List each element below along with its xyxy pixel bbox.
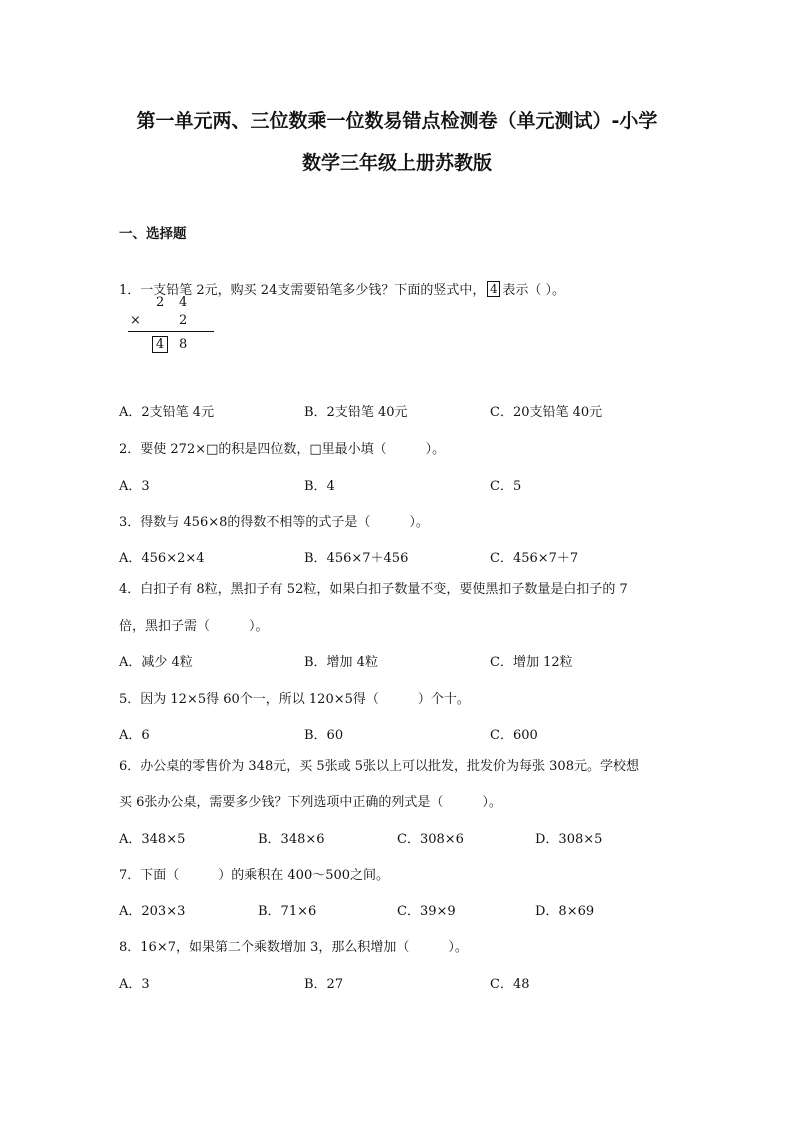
q1-option-a: A．2支铅笔 4元: [119, 405, 215, 420]
vertical-calculation: [120, 292, 220, 362]
question-6-line-1: 6．办公桌的零售价为 348元，买 5张或 5张以上可以批发，批发价为每张 308元。学校想: [119, 759, 639, 774]
q4-option-b: B．增加 4粒: [304, 655, 378, 670]
q6-option-a: A．348×5: [119, 832, 186, 847]
boxed-digit: 4: [487, 281, 500, 297]
q6-option-b: B．348×6: [258, 832, 325, 847]
question-2: 2．要使 272×□的积是四位数，□里最小填（ ）。: [119, 442, 446, 457]
q2-option-a: A．3: [119, 479, 150, 494]
question-5: 5．因为 12×5得 60个一，所以 120×5得（ ）个十。: [119, 692, 470, 707]
q1-option-b: B．2支铅笔 40元: [304, 405, 408, 420]
calc-boxed-digit: 4: [152, 336, 168, 353]
q5-option-b: B．60: [304, 728, 344, 743]
q8-option-a: A．3: [119, 977, 150, 992]
q8-option-b: B．27: [304, 977, 344, 992]
q5-option-c: C．600: [490, 728, 538, 743]
q7-option-d: D．8×69: [535, 904, 595, 919]
question-3: 3．得数与 456×8的得数不相等的式子是（ ）。: [119, 515, 429, 530]
question-4-line-2: 倍，黑扣子需（ ）。: [119, 619, 269, 634]
question-7: 7．下面（ ）的乘积在 400～500之间。: [119, 868, 390, 883]
page-title: [100, 100, 694, 184]
q7-option-b: B．71×6: [258, 904, 317, 919]
question-8: 8．16×7，如果第二个乘数增加 3，那么积增加（ ）。: [119, 940, 468, 955]
calc-top-digit-1: 2: [156, 295, 165, 310]
q2-option-c: C．5: [490, 479, 522, 494]
question-1-text: 1．一支铅笔 2元，购买 24支需要铅笔多少钱？下面的竖式中，: [119, 283, 486, 298]
q1-option-c: C．20支铅笔 40元: [490, 405, 603, 420]
calc-underline: [128, 331, 214, 332]
q4-option-a: A．减少 4粒: [119, 655, 193, 670]
calc-times-sign: ×: [130, 313, 141, 328]
question-1-text-tail: 表示（ ）。: [502, 283, 565, 298]
calc-top-digit-2: 4: [179, 295, 188, 310]
q8-option-c: C．48: [490, 977, 530, 992]
q7-option-a: A．203×3: [119, 904, 186, 919]
title-line-1: 第一单元两、三位数乘一位数易错点检测卷（单元测试）-小学: [136, 110, 658, 132]
q7-option-c: C．39×9: [397, 904, 456, 919]
q5-option-a: A．6: [119, 728, 150, 743]
q6-option-d: D．308×5: [535, 832, 603, 847]
q3-option-c: C．456×7＋7: [490, 551, 579, 566]
q4-option-c: C．增加 12粒: [490, 655, 573, 670]
question-4-line-1: 4．白扣子有 8粒，黑扣子有 52粒，如果白扣子数量不变，要使黑扣子数量是白扣子的 7: [119, 582, 628, 597]
calc-multiplier: 2: [179, 313, 188, 328]
q6-option-c: C．308×6: [397, 832, 464, 847]
title-line-2: 数学三年级上册苏教版: [301, 152, 492, 174]
q3-option-b: B．456×7＋456: [304, 551, 409, 566]
q2-option-b: B．4: [304, 479, 335, 494]
calc-result-digit: 8: [179, 337, 188, 352]
question-6-line-2: 买 6张办公桌，需要多少钱？下列选项中正确的列式是（ ）。: [119, 795, 502, 810]
section-heading: 一、选择题: [119, 226, 187, 242]
q3-option-a: A．456×2×4: [119, 551, 205, 566]
